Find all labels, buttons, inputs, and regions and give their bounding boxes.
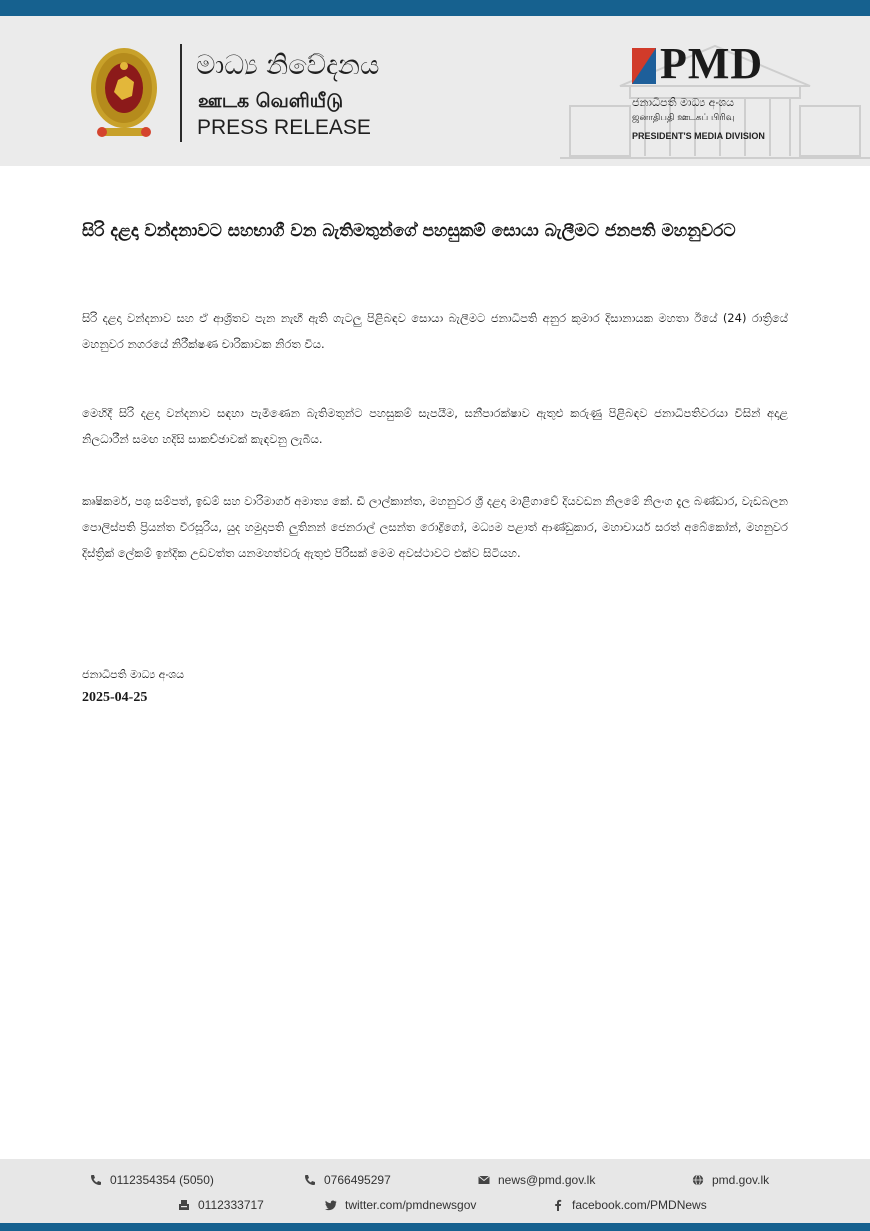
pmd-logo-text: PMD bbox=[660, 39, 764, 88]
twitter-link[interactable]: twitter.com/pmdnewsgov bbox=[345, 1198, 477, 1212]
press-release-title-english: PRESS RELEASE bbox=[197, 116, 371, 139]
fax-icon bbox=[178, 1199, 190, 1211]
bottom-stripe bbox=[0, 1223, 870, 1231]
pmd-flag-icon bbox=[632, 48, 656, 84]
footer bbox=[0, 1159, 870, 1223]
pmd-name-sinhala: ජනාධිපති මාධ්‍ය අංශය bbox=[632, 96, 735, 109]
signoff: ජනාධිපති මාධ්‍ය අංශය bbox=[82, 668, 185, 681]
pmd-name-tamil: ஜனாதிபதி ஊடகப் பிரிவு bbox=[632, 113, 735, 123]
fax-text: 0112333717 bbox=[198, 1198, 264, 1212]
footer-phone-1 bbox=[90, 1173, 214, 1187]
article-paragraph: මෙහිදී සිරි දළදා වන්දනාව සඳහා පැමිණෙන බැතිමතුන්ට පහසුකම් සැපයීම, සනීපාරක්ෂාව ඇතුළු කරුණු පිළිබඳව ජනාධිපතිවරයා විසින් අදාළ නිලධාරීන් සමඟ හදිසි සාකච්ඡාවක් කැඳවනු ලැබීය. bbox=[82, 406, 788, 446]
press-release-title-sinhala: මාධ්‍ය නිවේදනය bbox=[196, 50, 380, 81]
globe-icon bbox=[692, 1174, 704, 1186]
footer-website[interactable] bbox=[692, 1173, 769, 1187]
facebook-icon bbox=[552, 1199, 564, 1211]
email-link[interactable]: news@pmd.gov.lk bbox=[498, 1173, 596, 1187]
pmd-logo bbox=[632, 39, 776, 88]
facebook-link[interactable]: facebook.com/PMDNews bbox=[572, 1198, 707, 1212]
pmd-name-english: PRESIDENT'S MEDIA DIVISION bbox=[632, 131, 765, 141]
letterhead bbox=[0, 16, 870, 166]
footer-twitter[interactable] bbox=[325, 1198, 476, 1212]
article-paragraph: කෘෂිකර්ම, පශු සම්පත්, ඉඩම් සහ වාරිමාර්ග අමාත්‍ය කේ. ඩී ලාල්කාන්ත, මහනුවර ශ්‍රී දළදා මාළිගාවේ දියවඩන නිලමේ නිලංග දැල බණ්ඩාර, වැඩබලන පොලිස්පති ප්‍රියන්ත වීරසූරිය, යුද හමුදාපති ලුතිනන් ජෙනරාල් ලසන්ත රොද්‍රිගෝ, මධ්‍යම පළාත් ආණ්ඩුකාර, මහාචාර්ය සරත් අබේකෝන්, මහනුවර දිස්ත්‍රික් ලේකම් ඉන්දික උඩවත්ත යනමහත්වරු ඇතුළු පිරිසක් මෙම අවස්ථාවට එක්ව සිටියහ. bbox=[82, 494, 788, 560]
footer-phone-2 bbox=[304, 1173, 391, 1187]
article-headline: සිරි දළදා වන්දනාවට සහභාගී වන බැතිමතුන්ගේ පහසුකම් සොයා බැලීමට ජනපති මහනුවරට bbox=[82, 221, 736, 241]
article-paragraph: සිරි දළදා වන්දනාව සහ ඒ ආශ්‍රිතව පැන නැඟී ඇති ගැටලු පිළිබඳව සොයා බැලීමට ජනාධිපති අනුර කුමාර දිසානායක මහතා ඊයේ (24) රාත්‍රියේ මහනුවර නගරයේ නිරීක්ෂණ චාරිකාවක නිරත විය. bbox=[82, 311, 788, 351]
phone-1-text: 0112354354 (5050) bbox=[110, 1173, 214, 1187]
header-divider bbox=[180, 44, 182, 142]
website-link[interactable]: pmd.gov.lk bbox=[712, 1173, 770, 1187]
top-stripe bbox=[0, 0, 870, 16]
release-date: 2025-04-25 bbox=[82, 690, 148, 705]
phone-2-text: 0766495297 bbox=[324, 1173, 391, 1187]
phone-icon bbox=[90, 1174, 102, 1186]
press-release-title-tamil: ஊடக வெளியீடு bbox=[198, 90, 344, 112]
twitter-icon bbox=[325, 1199, 337, 1211]
footer-facebook[interactable] bbox=[552, 1198, 707, 1212]
footer-email[interactable] bbox=[478, 1173, 595, 1187]
mail-icon bbox=[478, 1174, 490, 1186]
footer-fax bbox=[178, 1198, 264, 1212]
sri-lanka-emblem bbox=[88, 42, 160, 142]
phone-icon bbox=[304, 1174, 316, 1186]
